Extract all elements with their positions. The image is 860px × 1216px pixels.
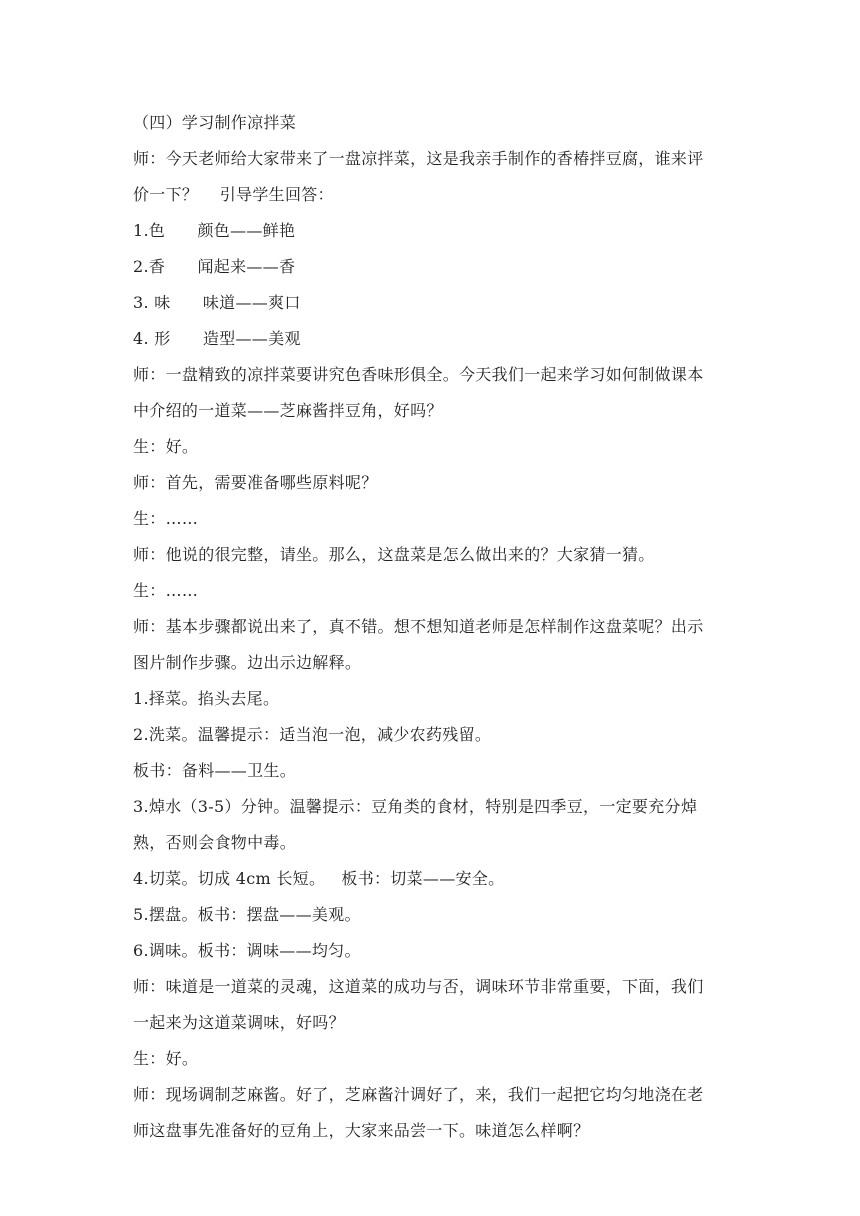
text-line: 价一下？ 引导学生回答： (133, 185, 334, 204)
list-item: 2.香 闻起来——香 (133, 257, 296, 276)
text-line: 板书：备料——卫生。 (133, 761, 297, 780)
section-heading: （四）学习制作凉拌菜 (133, 113, 297, 132)
list-item: 4.切菜。切成 4cm 长短。 板书：切菜——安全。 (133, 869, 505, 888)
list-item: 1.色 颜色——鲜艳 (133, 221, 296, 240)
text-line: 师：现场调制芝麻酱。好了，芝麻酱汁调好了，来，我们一起把它均匀地浇在老 (133, 1085, 704, 1104)
text-line: 师：他说的很完整，请坐。那么，这盘菜是怎么做出来的？大家猜一猜。 (133, 545, 655, 564)
list-item: 5.摆盘。板书：摆盘——美观。 (133, 905, 361, 924)
text-line: 一起来为这道菜调味，好吗？ (133, 1013, 345, 1032)
text-line: 生：好。 (133, 437, 199, 456)
list-item: 6.调味。板书：调味——均匀。 (133, 941, 361, 960)
text-line: 生：好。 (133, 1049, 199, 1068)
text-line: 中介绍的一道菜——芝麻酱拌豆角，好吗？ (133, 401, 443, 420)
list-item: 3.焯水（3-5）分钟。温馨提示：豆角类的食材，特别是四季豆，一定要充分焯 (133, 797, 698, 816)
text-line: 师这盘事先准备好的豆角上，大家来品尝一下。味道怎么样啊？ (133, 1121, 590, 1140)
text-line: 师：一盘精致的凉拌菜要讲究色香味形俱全。今天我们一起来学习如何制做课本 (133, 365, 704, 384)
document-body (133, 105, 738, 1149)
list-item: 2.洗菜。温馨提示：适当泡一泡，减少农药残留。 (133, 725, 492, 744)
list-item: 4. 形 造型——美观 (133, 329, 301, 348)
text-line: 熟，否则会食物中毒。 (133, 833, 297, 852)
text-line: 师：味道是一道菜的灵魂，这道菜的成功与否，调味环节非常重要，下面，我们 (133, 977, 704, 996)
text-line: 生：…… (133, 509, 199, 528)
list-item: 3. 味 味道——爽口 (133, 293, 301, 312)
text-line: 师：今天老师给大家带来了一盘凉拌菜，这是我亲手制作的香椿拌豆腐，谁来评 (133, 149, 704, 168)
text-line: 师：首先，需要准备哪些原料呢？ (133, 473, 378, 492)
text-line: 图片制作步骤。边出示边解释。 (133, 653, 362, 672)
text-line: 师：基本步骤都说出来了，真不错。想不想知道老师是怎样制作这盘菜呢？出示 (133, 617, 704, 636)
text-line: 生：…… (133, 581, 199, 600)
list-item: 1.择菜。掐头去尾。 (133, 689, 280, 708)
